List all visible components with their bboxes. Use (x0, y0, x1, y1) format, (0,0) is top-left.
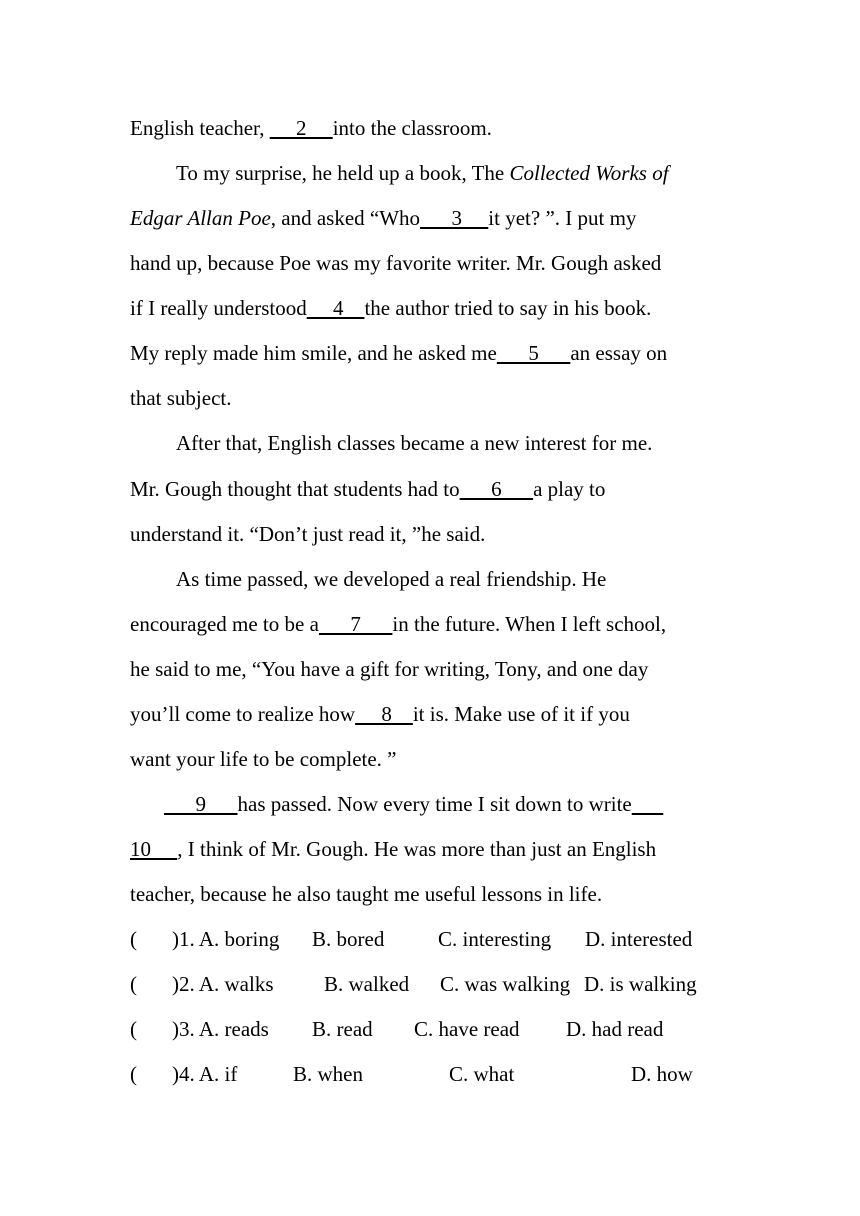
passage-line (130, 340, 667, 366)
passage-line (176, 566, 606, 592)
blank-7[interactable]: 7 (318, 612, 393, 636)
text: Mr. Gough thought that students had to (130, 477, 460, 501)
text: After that, English classes became a new interest for me. (176, 431, 653, 455)
text: understand it. “Don’t just read it, ”he said. (130, 522, 486, 546)
option-d: D. had read (566, 1017, 664, 1041)
option-d: D. interested (585, 927, 693, 951)
blank-6[interactable]: 6 (459, 477, 534, 501)
text: he said to me, “You have a gift for writing, Tony, and one day (130, 657, 649, 681)
text: an essay on (570, 341, 668, 365)
text: that subject. (130, 386, 232, 410)
passage-line (130, 385, 231, 411)
text: encouraged me to be a (130, 612, 319, 636)
answer-paren[interactable]: ( (130, 972, 137, 996)
text: it is. Make use of it if you (412, 702, 630, 726)
text: the author tried to say in his book. (364, 296, 652, 320)
passage-line (176, 160, 669, 186)
passage-line (130, 295, 651, 321)
blank-4[interactable]: 4 (306, 296, 365, 320)
passage-line (130, 656, 648, 682)
text: teacher, because he also taught me useful lessons in life. (130, 882, 603, 906)
text: if I really understood (130, 296, 307, 320)
option-a: )3. A. reads (172, 1017, 269, 1041)
passage-line (130, 701, 630, 727)
option-c: C. was walking (440, 972, 571, 996)
passage-line (130, 205, 636, 231)
passage-line (130, 521, 485, 547)
option-b: B. when (293, 1062, 363, 1086)
option-a: )4. A. if (172, 1062, 238, 1086)
option-b: B. walked (324, 972, 410, 996)
passage-line (176, 430, 652, 456)
text: want your life to be complete. ” (130, 747, 397, 771)
blank-10-start[interactable] (632, 792, 664, 816)
option-b: B. read (312, 1017, 373, 1041)
text: English teacher, (130, 116, 270, 140)
option-b: B. bored (312, 927, 385, 951)
text: To my surprise, he held up a book, The (176, 161, 510, 185)
book-title: Collected Works of (509, 161, 669, 185)
text: has passed. Now every time I sit down to write (237, 792, 632, 816)
passage-line (130, 476, 605, 502)
passage-line (130, 836, 656, 862)
answer-paren[interactable]: ( (130, 1062, 137, 1086)
passage-line (130, 250, 661, 276)
option-d: D. is walking (584, 972, 697, 996)
passage-line (130, 115, 492, 141)
text: As time passed, we developed a real friendship. He (176, 567, 607, 591)
answer-paren[interactable]: ( (130, 927, 137, 951)
option-c: C. have read (414, 1017, 520, 1041)
text: into the classroom. (332, 116, 492, 140)
passage-line (130, 611, 666, 637)
passage-line (164, 791, 663, 817)
option-d: D. how (631, 1062, 693, 1086)
text: , and asked “Who (270, 206, 421, 230)
passage-line (130, 746, 397, 772)
text: , I think of Mr. Gough. He was more than just an English (177, 837, 657, 861)
blank-3[interactable]: 3 (420, 206, 489, 230)
text: a play to (533, 477, 606, 501)
text: it yet? ”. I put my (488, 206, 637, 230)
text: in the future. When I left school, (392, 612, 667, 636)
book-title: Edgar Allan Poe (130, 206, 271, 230)
option-c: C. what (449, 1062, 515, 1086)
blank-9[interactable]: 9 (164, 792, 238, 816)
blank-10[interactable]: 10 (130, 837, 178, 861)
option-a: )2. A. walks (172, 972, 274, 996)
text: you’ll come to realize how (130, 702, 356, 726)
text: My reply made him smile, and he asked me (130, 341, 497, 365)
blank-2[interactable]: 2 (269, 116, 333, 140)
option-a: )1. A. boring (172, 927, 280, 951)
answer-paren[interactable]: ( (130, 1017, 137, 1041)
passage-line (130, 881, 602, 907)
blank-8[interactable]: 8 (355, 702, 413, 726)
blank-5[interactable]: 5 (496, 341, 571, 365)
option-c: C. interesting (438, 927, 552, 951)
text: hand up, because Poe was my favorite writer. Mr. Gough asked (130, 251, 662, 275)
